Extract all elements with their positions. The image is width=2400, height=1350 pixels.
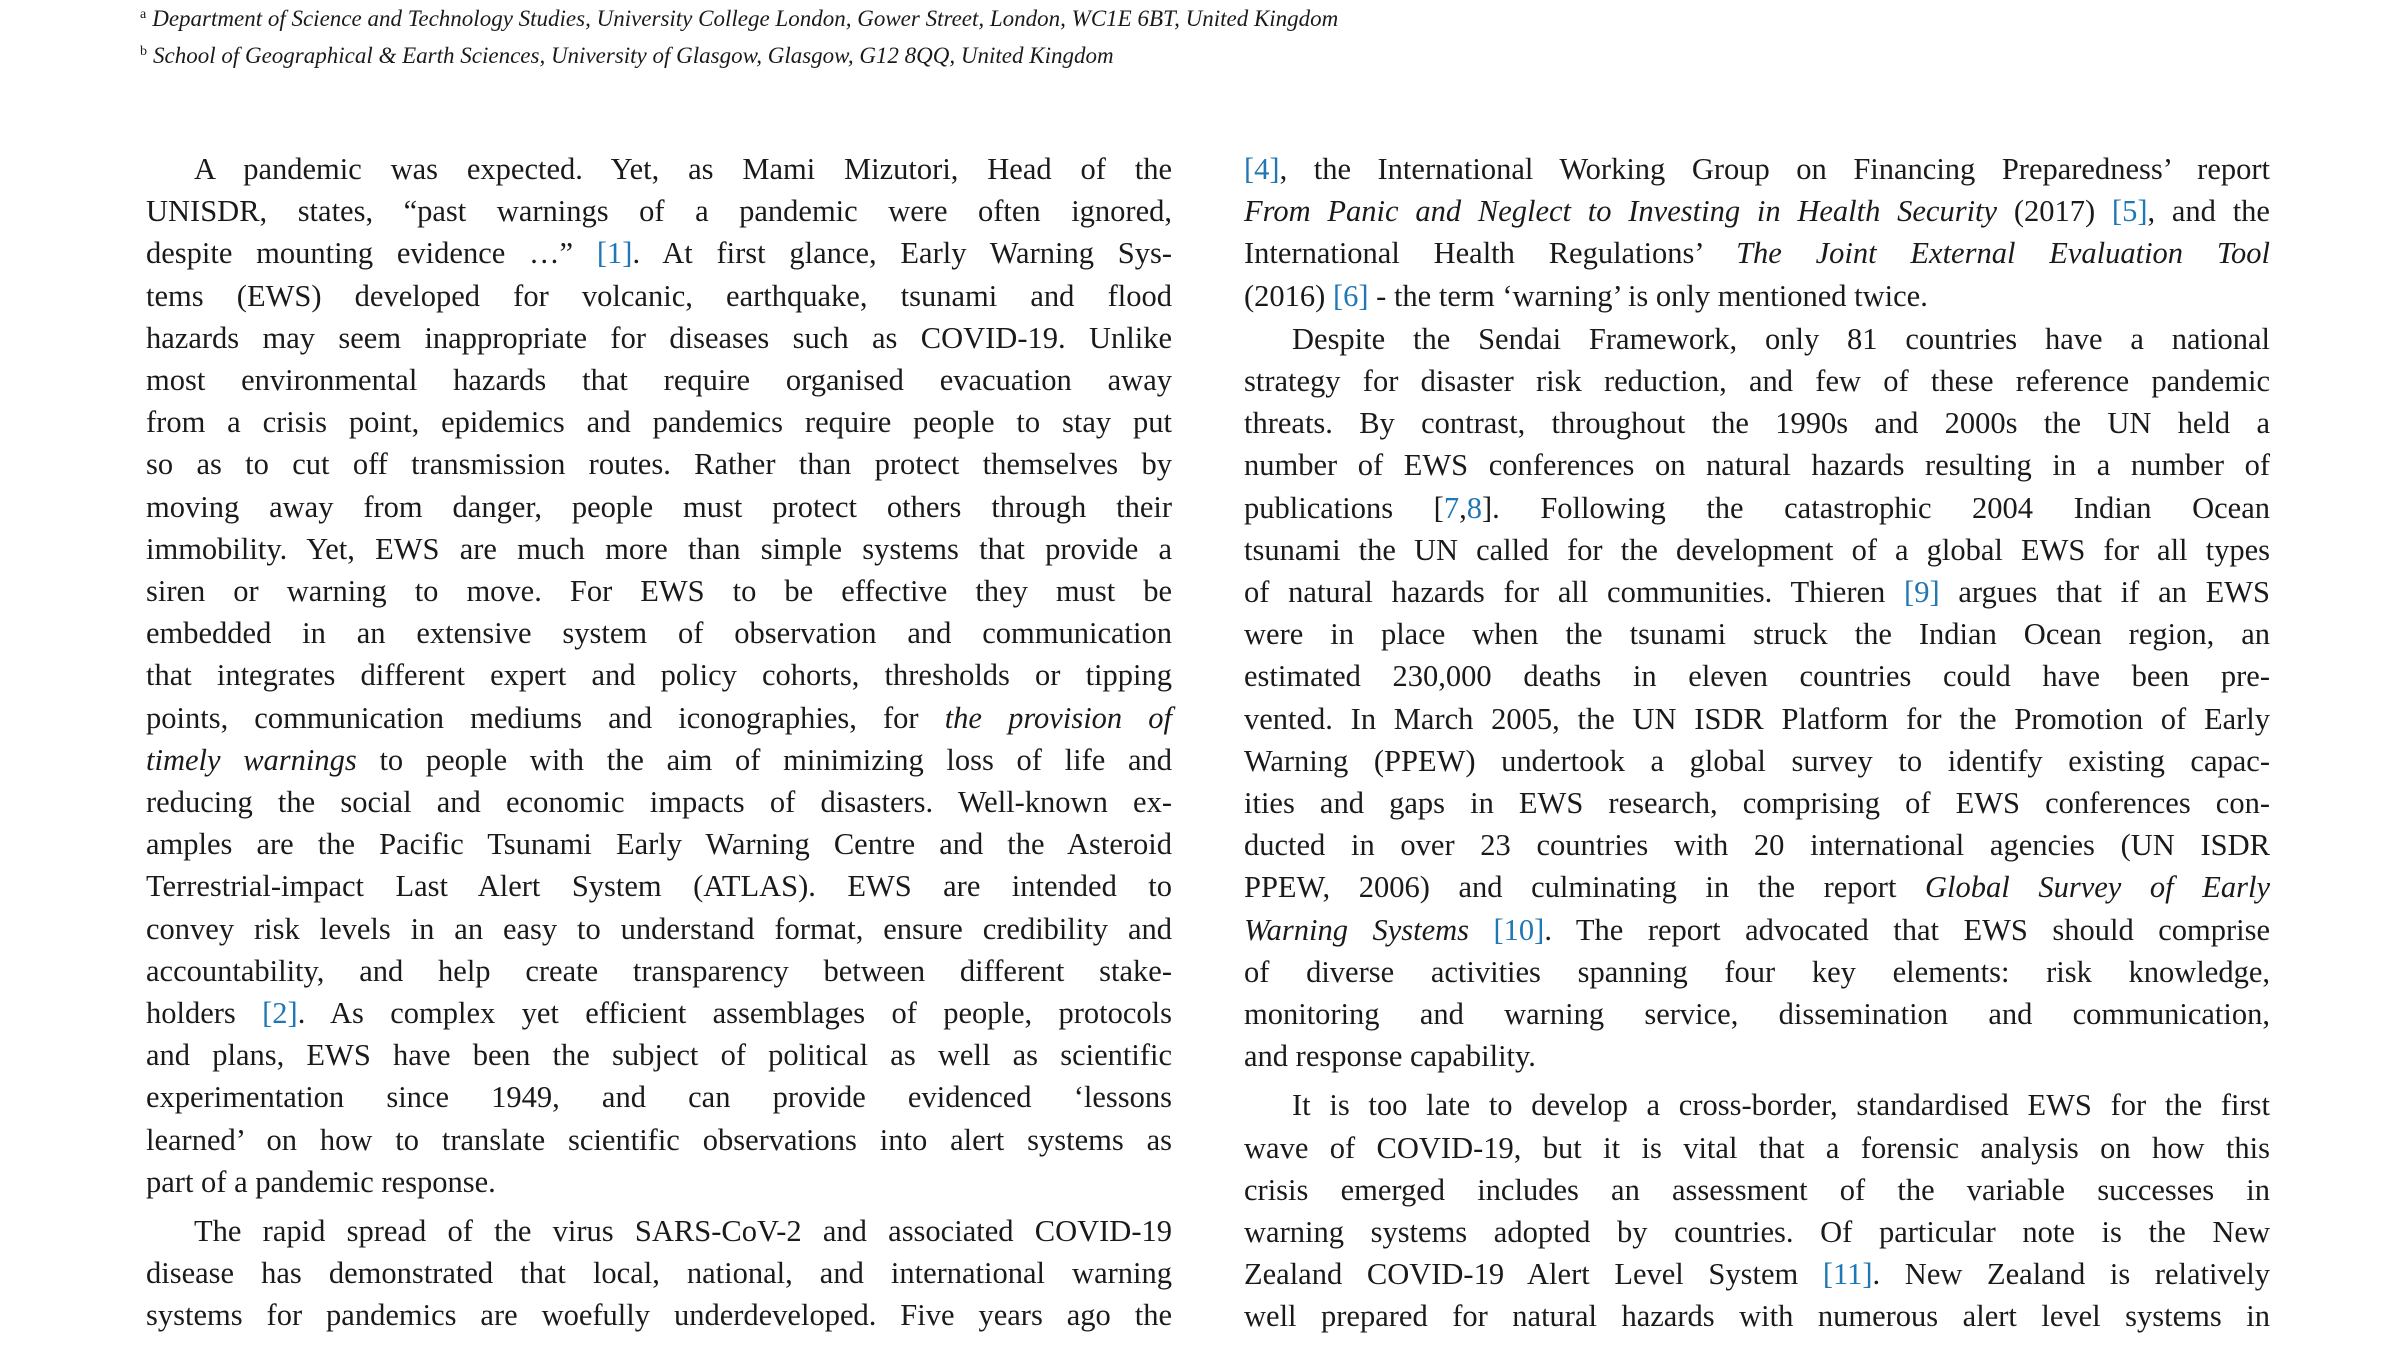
text-line: ities and gaps in EWS research, comprising of EWS conferences con- [1244,786,2270,821]
citation-link[interactable]: [6] [1332,278,1369,313]
text-line: vented. In March 2005, the UN ISDR Platform for the Promotion of Early [1244,701,2270,736]
paragraph [1244,148,2270,317]
text-span: - the term ‘warning’ is only mentioned twice. [1368,278,1928,313]
text-line: amples are the Pacific Tsunami Early Warning Centre and the Asteroid [146,827,1172,862]
text-line: hazards may seem inappropriate for diseases such as COVID-19. Unlike [146,320,1172,355]
text-line: were in place when the tsunami struck the Indian Ocean region, an [1244,617,2270,652]
text-line: tsunami the UN called for the development of a global EWS for all types [1244,532,2270,567]
text-span: , the International Working Group on Financing Preparedness’ report [1279,152,2270,186]
text-line: Despite the Sendai Framework, only 81 countries have a national [1292,321,2270,356]
citation-link[interactable]: [4] [1244,152,1280,186]
text-line: part of a pandemic response. [146,1164,496,1199]
text-span: . The report advocated that EWS should comprise [1544,912,2271,947]
text-span: holders [146,996,263,1031]
text-line [146,739,1172,781]
right-column [1244,148,2270,1338]
italic-phrase: timely warnings [146,742,357,777]
affiliation-text: Department of Science and Technology Studies, University College London, Gower Street, London, WC1E 6BT, United Kingdom [152,6,1339,31]
citation-link[interactable]: 8 [1466,490,1482,525]
text-line: siren or warning to move. For EWS to be effective they must be [146,574,1172,609]
text-line: most environmental hazards that require organised evacuation away [146,363,1172,398]
text-line: well prepared for natural hazards with numerous alert level systems in [1244,1299,2270,1334]
text-line: UNISDR, states, “past warnings of a pandemic were often ignored, [146,194,1172,229]
text-line: estimated 230,000 deaths in eleven countries could have been pre- [1244,659,2270,694]
text-line [1244,1253,2270,1295]
text-line: convey risk levels in an easy to understand format, ensure credibility and [146,911,1172,946]
text-line [1244,909,2270,951]
text-span: . As complex yet efficient assemblages of people, protocols [297,996,1172,1031]
text-span: Zealand COVID-19 Alert Level System [1244,1257,1823,1292]
text-span: (2016) [1244,278,1333,313]
citation-link[interactable]: [10] [1493,912,1545,947]
italic-phrase: Global Survey of Early [1925,870,2270,905]
text-span: of natural hazards for all communities. Thieren [1244,575,1905,610]
text-span: to people with the aim of minimizing loss of life and [356,742,1172,777]
text-line: so as to cut off transmission routes. Rather than protect themselves by [146,447,1172,482]
text-span: argues that if an EWS [1939,575,2270,610]
text-line [1244,275,2270,317]
text-line: threats. By contrast, throughout the 1990s and 2000s the UN held a [1244,406,2270,441]
italic-phrase: The Joint External Evaluation Tool [1736,236,2270,271]
text-line: embedded in an extensive system of observation and communication [146,616,1172,651]
left-column [146,148,1172,1337]
text-line [1244,866,2270,908]
citation-link[interactable]: [9] [1904,575,1940,610]
text-line: immobility. Yet, EWS are much more than simple systems that provide a [146,531,1172,566]
text-line [146,697,1172,739]
citation-link[interactable]: [1] [596,236,633,271]
paragraph [1244,1084,2270,1337]
text-line: of diverse activities spanning four key elements: risk knowledge, [1244,954,2270,989]
text-line: The rapid spread of the virus SARS-CoV-2 and associated COVID-19 [194,1214,1172,1249]
text-line: tems (EWS) developed for volcanic, earthquake, tsunami and flood [146,278,1172,313]
text-line: ducted in over 23 countries with 20 international agencies (UN ISDR [1244,828,2270,863]
text-line: wave of COVID-19, but it is vital that a forensic analysis on how this [1244,1130,2270,1165]
citation-link[interactable]: [2] [262,996,298,1031]
citation-link[interactable]: [5] [2111,194,2148,229]
italic-phrase: From Panic and Neglect to Investing in Health Security [1244,194,1998,229]
text-line [1244,148,2270,190]
text-line [1244,571,2270,613]
text-line: learned’ on how to translate scientific observations into alert systems as [146,1122,1172,1157]
paragraph [146,148,1172,1203]
text-line: reducing the social and economic impacts of disasters. Well-known ex- [146,785,1172,820]
affiliation-text: School of Geographical & Earth Sciences, University of Glasgow, Glasgow, G12 8QQ, United Kingdom [153,43,1114,68]
affiliation-a [140,0,1338,34]
paragraph [146,1210,1172,1337]
text-line: Warning (PPEW) undertook a global survey to identify existing capac- [1244,743,2270,778]
citation-link[interactable]: [11] [1822,1257,1873,1292]
paragraph [1244,318,2270,1078]
text-line: strategy for disaster risk reduction, and few of these reference pandemic [1244,364,2270,399]
affiliation-b [140,37,1114,71]
text-span: publications [1244,490,1434,525]
text-line: A pandemic was expected. Yet, as Mami Mizutori, Head of the [194,152,1172,186]
text-line: publications [7,8]. Following the catastrophic 2004 Indian Ocean [1244,490,2271,525]
text-line: It is too late to develop a cross-border, standardised EWS for the first [1292,1088,2270,1123]
text-line: accountability, and help create transparency between different stake- [146,953,1172,988]
text-line [146,232,1172,274]
text-span: . At first glance, Early Warning Sys- [632,236,1172,271]
text-line: monitoring and warning service, dissemination and communication, [1244,997,2270,1032]
text-line: Terrestrial-impact Last Alert System (ATLAS). EWS are intended to [146,869,1172,904]
text-line: disease has demonstrated that local, national, and international warning [146,1256,1172,1291]
text-span: , and the [2147,194,2270,229]
italic-phrase: the provision of [944,700,1172,735]
citation-link[interactable]: 7 [1443,490,1460,525]
text-span: (2017) [1997,194,2112,229]
text-line: moving away from danger, people must protect others through their [146,489,1172,524]
text-line [1244,190,2270,232]
text-span: PPEW, 2006) and culminating in the report [1244,870,1926,905]
text-line: warning systems adopted by countries. Of particular note is the New [1244,1215,2270,1250]
text-line: that integrates different expert and policy cohorts, thresholds or tipping [146,658,1172,693]
text-line [146,992,1172,1034]
text-line: and plans, EWS have been the subject of political as well as scientific [146,1038,1172,1073]
text-line: crisis emerged includes an assessment of the variable successes in [1244,1172,2270,1207]
text-line [1244,232,2270,274]
text-span: . Following the catastrophic 2004 Indian Ocean [1492,490,2271,525]
text-span: despite mounting evidence …” [146,236,597,271]
italic-phrase: Warning Systems [1244,912,1470,947]
text-span: International Health Regulations’ [1244,236,1737,271]
text-span: points, communication mediums and iconographies, for [146,700,945,735]
text-line: number of EWS conferences on natural hazards resulting in a number of [1244,448,2270,483]
text-line: and response capability. [1244,1039,1536,1074]
text-line: systems for pandemics are woefully underdeveloped. Five years ago the [146,1298,1172,1333]
text-span: . New Zealand is relatively [1872,1257,2270,1292]
text-line: experimentation since 1949, and can provide evidenced ‘lessons [146,1080,1172,1115]
affiliation-marker: a [140,7,147,22]
affiliation-marker: b [140,44,147,59]
text-line: from a crisis point, epidemics and pandemics require people to stay put [146,405,1172,440]
